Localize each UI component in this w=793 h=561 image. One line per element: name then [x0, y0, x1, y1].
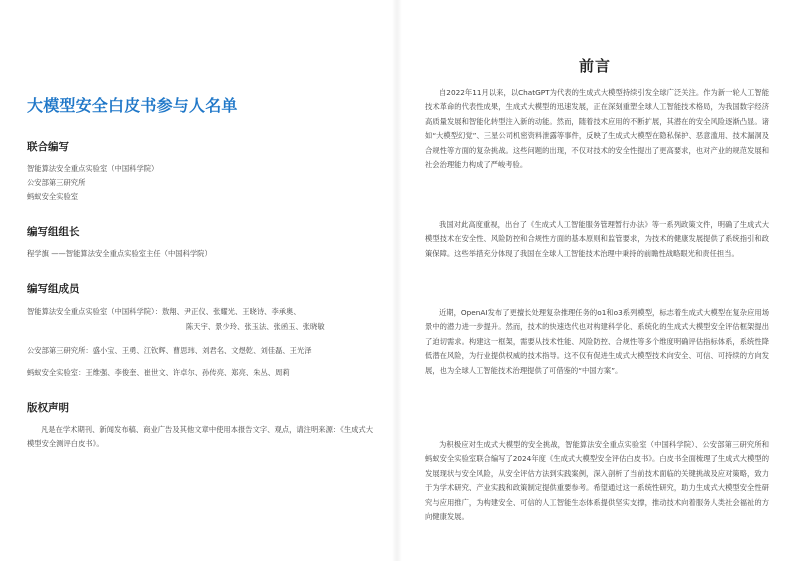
preface-title: 前言	[578, 57, 611, 75]
group-leader-heading: 编写组组长	[27, 226, 80, 238]
preface-paragraph: 近期，OpenAI发布了更擅长处理复杂推理任务的o1和o3系列模型，标志着生成式大模型在复杂应用场景中的潜力进一步提升。然而，技术的快速迭代也对构建科学化、系统化的生成式大模型安全评估框架提出了迫切需求。构建这一框架，需要从技术性能、风险防控、合规性等多个维度明确评估指标体系，系统性降低潜在风险，为行业提供权威的技术指导。这不仅有促进生成式大模型技术向安全、可信、可持续的方向发展，也为全球人工智能技术治理提供了可借鉴的“中国方案”。	[425, 308, 769, 375]
copyright-text: 凡是在学术期刊、新闻发布稿、商业广告及其他文章中使用本报告文字、观点，请注明来源：《生成式大模型安全测评白皮书》。	[27, 425, 374, 448]
copyright-heading: 版权声明	[27, 402, 69, 414]
members-line: 智能算法安全重点实验室（中国科学院）：敖翔、尹正仪、张耀光、王晓诗、李承奥、	[27, 307, 301, 316]
left-page	[0, 0, 396, 561]
right-page	[397, 0, 793, 561]
preface-paragraph: 为积极应对生成式大模型的安全挑战，智能算法安全重点实验室（中国科学院）、公安部第三研究所和蚂蚁安全实验室联合编写了2024年度《生成式大模型安全评估白皮书》。白皮书全面梳理了生成式大模型的发展现状与安全风险，从安全评估方法到实践案例，深入剖析了当前技术面临的关键挑战及应对策略，致力于为学术研究、产业实践和政策制定提供重要参考。希望通过这一系统性研究，助力生成式大模型安全性研究与应用推广，为构建安全、可信的人工智能生态体系提供坚实支撑，推动技术向着服务人类社会福祉的方向健康发展。	[425, 440, 769, 522]
group-leader-line: 程学旗 ——智能算法安全重点实验室主任（中国科学院）	[27, 249, 212, 258]
members-line: 公安部第三研究所：盛小宝、王勇、江钦辉、曹思玮、刘君名、文煜乾、刘佳磊、王光泽	[27, 346, 312, 355]
preface-paragraph: 我国对此高度重视，出台了《生成式人工智能服务管理暂行办法》等一系列政策文件，明确了生成式大模型技术在安全性、风险防控和合规性方面的基本原则和监管要求，为技术的健康发展提供了系统指引和政策保障。这些举措充分体现了我国在全球人工智能技术治理中秉持的前瞻性战略眼光和责任担当。	[425, 220, 769, 258]
preface-paragraph: 自2022年11月以来，以ChatGPT为代表的生成式大模型持续引发全球广泛关注。作为新一轮人工智能技术革命的代表性成果，生成式大模型的迅速发展，正在深刻重塑全球人工智能技术格局，为我国数字经济高质量发展和智能化转型注入新的动能。然而，随着技术应用的不断扩展，其潜在的安全风险逐渐凸显。诸如“大模型幻觉”、三星公司机密资料泄露等事件，反映了生成式大模型在隐私保护、恶意滥用、技术漏洞及合规性等方面的复杂挑战。这些问题的出现，不仅对技术的安全性提出了更高要求，也对产业的规范发展和社会治理能力构成了严峻考验。	[425, 88, 769, 170]
group-members-heading: 编写组成员	[27, 283, 80, 295]
members-line: 蚂蚁安全实验室：王维强、李俊奎、崔世文、许卓尔、孙传亮、郑亮、朱丛、周莉	[27, 368, 290, 377]
joint-authors-heading: 联合编写	[27, 141, 69, 153]
joint-author-line: 智能算法安全重点实验室（中国科学院）	[27, 164, 159, 173]
members-line: 陈天宇、景少玲、张玉法、张函玉、张晓敏	[186, 322, 325, 331]
participants-title: 大模型安全白皮书参与人名单	[27, 96, 238, 115]
joint-author-line: 公安部第三研究所	[27, 178, 86, 187]
joint-author-line: 蚂蚁安全实验室	[27, 192, 79, 201]
